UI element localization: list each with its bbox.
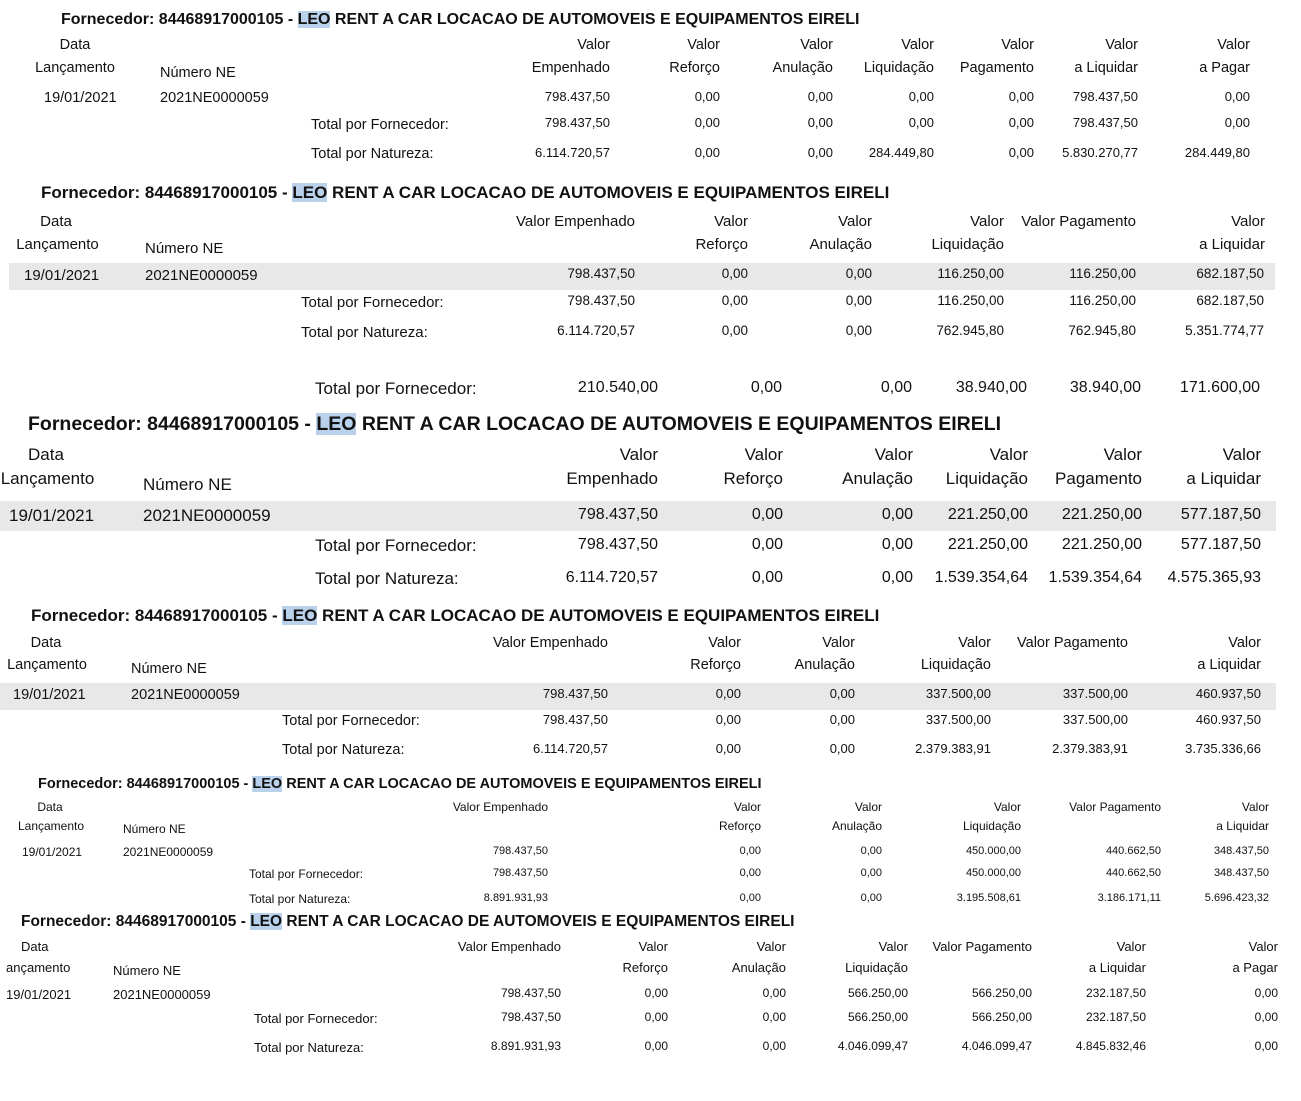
total-natureza-empenhado: 6.114.720,57: [533, 741, 608, 756]
total-natureza-liquidacao: 4.046.099,47: [837, 1039, 908, 1053]
total-fornecedor-a-liquidar: 460.937,50: [1195, 712, 1261, 727]
total-fornecedor-liquidacao: 0,00: [908, 115, 934, 130]
entry-a-liquidar: 232.187,50: [1085, 986, 1146, 1000]
supplier-suffix: RENT A CAR LOCACAO DE AUTOMOVEIS E EQUIPAMENTOS EIRELI: [317, 606, 880, 625]
header-valor: Valor: [838, 213, 872, 230]
total-natureza-empenhado: 6.114.720,57: [565, 569, 658, 586]
supplier-suffix: RENT A CAR LOCACAO DE AUTOMOVEIS E EQUIPAMENTOS EIRELI: [356, 413, 1002, 435]
entry-anulacao: 0,00: [807, 89, 833, 104]
total-natureza-anulacao: 0,00: [845, 323, 872, 338]
header-numero-ne: Número NE: [131, 661, 207, 677]
header-empenhado: Empenhado: [566, 469, 658, 488]
total-natureza-anulacao: 0,00: [762, 1039, 786, 1053]
supplier-prefix: Fornecedor: 84468917000105 -: [28, 413, 317, 435]
header-valor-pagamento: Valor Pagamento: [1069, 800, 1161, 814]
header-valor: Valor: [714, 213, 748, 230]
header-reforco: Reforço: [669, 60, 720, 76]
total-natureza-empenhado: 8.891.931,93: [490, 1039, 561, 1053]
header-valor: Valor: [577, 37, 610, 53]
header-valor: Valor: [687, 37, 720, 53]
total-natureza-label: Total por Natureza:: [249, 892, 351, 906]
total-natureza-a-pagar: 0,00: [1254, 1039, 1278, 1053]
header-lancamento: Lançamento: [16, 236, 99, 253]
supplier-title: [21, 913, 794, 930]
total-natureza-pagamento: 0,00: [1008, 145, 1034, 160]
header-valor: Valor: [1105, 37, 1138, 53]
total-natureza-liquidacao: 3.195.508,61: [956, 892, 1021, 904]
supplier-suffix: RENT A CAR LOCACAO DE AUTOMOVEIS E EQUIPAMENTOS EIRELI: [330, 11, 860, 28]
supplier-prefix: Fornecedor: 84468917000105 -: [41, 183, 293, 202]
header-valor: Valor: [878, 939, 908, 954]
supplier-title: [38, 777, 762, 793]
entry-reforco: 0,00: [644, 986, 668, 1000]
entry-ne: 2021NE0000059: [123, 845, 214, 859]
header-numero-ne: Número NE: [145, 240, 224, 257]
total-natureza-anulacao: 0,00: [881, 569, 913, 586]
header-data: Data: [30, 635, 62, 651]
header-valor: Valor: [1248, 939, 1278, 954]
header-valor: Valor: [1001, 37, 1034, 53]
total-natureza-a-liquidar: 5.351.774,77: [1185, 323, 1264, 338]
header-numero-ne: Número NE: [113, 963, 181, 978]
header-valor-empenhado: Valor Empenhado: [457, 939, 561, 954]
header-valor-empenhado: Valor Empenhado: [492, 635, 608, 651]
entry-a-pagar: 0,00: [1254, 986, 1278, 1000]
header-data: Data: [59, 37, 91, 53]
header-a-liquidar: a Liquidar: [1197, 657, 1261, 673]
header-valor: Valor: [708, 635, 741, 651]
entry-pagamento: 116.250,00: [1069, 266, 1136, 281]
header-valor: Valor: [901, 37, 934, 53]
total-fornecedor-liquidacao: 450.000,00: [965, 867, 1021, 879]
total-fornecedor-anulacao: 0,00: [762, 1010, 786, 1024]
total-fornecedor-empenhado: 798.437,50: [492, 867, 548, 879]
entry-date: 19/01/2021: [9, 506, 95, 525]
total-fornecedor-liquidacao: 221.250,00: [947, 536, 1028, 553]
header-data: Data: [37, 800, 63, 814]
total-fornecedor-pagamento: 440.662,50: [1105, 867, 1161, 879]
header-a-pagar: a Pagar: [1199, 60, 1250, 76]
total-fornecedor-liquidacao: 337.500,00: [925, 712, 991, 727]
header-numero-ne: Número NE: [123, 822, 186, 836]
total-fornecedor-anulacao: 0,00: [880, 379, 912, 396]
supplier-prefix: Fornecedor: 84468917000105 -: [21, 913, 251, 930]
entry-a-liquidar: 798.437,50: [1072, 89, 1138, 104]
header-anulacao: Anulação: [842, 469, 913, 488]
entry-date: 19/01/2021: [24, 267, 100, 284]
total-natureza-pagamento: 762.945,80: [1068, 323, 1136, 338]
entry-empenhado: 798.437,50: [567, 266, 635, 281]
header-valor-empenhado: Valor Empenhado: [516, 213, 635, 230]
total-fornecedor-empenhado: 210.540,00: [577, 379, 658, 396]
total-natureza-empenhado: 6.114.720,57: [535, 145, 610, 160]
total-fornecedor-anulacao: 0,00: [829, 712, 855, 727]
total-natureza-anulacao: 0,00: [807, 145, 833, 160]
supplier-suffix: RENT A CAR LOCACAO DE AUTOMOVEIS E EQUIPAMENTOS EIRELI: [282, 776, 762, 792]
total-natureza-pagamento: 4.046.099,47: [961, 1039, 1032, 1053]
header-data: Data: [40, 213, 72, 230]
header-anulacao: Anulação: [731, 960, 786, 975]
total-natureza-reforco: 0,00: [739, 892, 761, 904]
total-natureza-liquidacao: 1.539.354,64: [934, 569, 1028, 586]
supplier-prefix: Fornecedor: 84468917000105 -: [61, 11, 298, 28]
entry-anulacao: 0,00: [762, 986, 786, 1000]
entry-pagamento: 440.662,50: [1105, 845, 1161, 857]
total-fornecedor-label: Total por Fornecedor:: [254, 1011, 378, 1026]
total-fornecedor-reforco: 0,00: [694, 115, 720, 130]
header-liquidacao: Liquidação: [962, 819, 1021, 833]
total-natureza-liquidacao: 284.449,80: [868, 145, 934, 160]
total-fornecedor-liquidacao: 566.250,00: [847, 1010, 908, 1024]
header-valor: Valor: [733, 800, 761, 814]
total-natureza-reforco: 0,00: [751, 569, 783, 586]
entry-anulacao: 0,00: [829, 686, 855, 701]
total-fornecedor-reforco: 0,00: [715, 712, 741, 727]
header-reforco: Reforço: [718, 819, 761, 833]
total-fornecedor-a-pagar: 0,00: [1254, 1010, 1278, 1024]
total-fornecedor-pagamento: 116.250,00: [1069, 293, 1136, 308]
total-fornecedor-a-liquidar: 348.437,50: [1213, 867, 1269, 879]
entry-empenhado: 798.437,50: [577, 506, 658, 523]
supplier-title: [28, 414, 1001, 435]
header-valor-pagamento: Valor Pagamento: [932, 939, 1032, 954]
header-liquidacao: Liquidação: [931, 236, 1004, 253]
total-fornecedor-anulacao: 0,00: [807, 115, 833, 130]
total-fornecedor-anulacao: 0,00: [881, 536, 913, 553]
entry-ne: 2021NE0000059: [160, 90, 269, 106]
supplier-highlight: LEO: [282, 606, 318, 625]
header-numero-ne: Número NE: [160, 65, 236, 81]
supplier-highlight: LEO: [252, 776, 283, 792]
entry-empenhado: 798.437,50: [500, 986, 561, 1000]
header-anulacao: Anulação: [772, 60, 833, 76]
header-anulacao: Anulação: [794, 657, 855, 673]
supplier-highlight: LEO: [250, 913, 283, 930]
header-valor: Valor: [989, 445, 1028, 464]
entry-ne: 2021NE0000059: [113, 987, 211, 1002]
header-lancamento: ançamento: [6, 960, 71, 975]
supplier-highlight: LEO: [292, 183, 328, 202]
entry-empenhado: 798.437,50: [492, 845, 548, 857]
total-fornecedor-empenhado: 798.437,50: [500, 1010, 561, 1024]
entry-date: 19/01/2021: [13, 687, 86, 703]
entry-a-pagar: 0,00: [1224, 89, 1250, 104]
total-fornecedor-anulacao: 0,00: [845, 293, 872, 308]
header-valor: Valor: [822, 635, 855, 651]
supplier-suffix: RENT A CAR LOCACAO DE AUTOMOVEIS E EQUIPAMENTOS EIRELI: [327, 183, 890, 202]
total-natureza-reforco: 0,00: [715, 741, 741, 756]
header-a-liquidar: a Liquidar: [1216, 819, 1269, 833]
header-a-liquidar: a Liquidar: [1186, 469, 1261, 488]
header-valor: Valor: [1241, 800, 1269, 814]
total-natureza-empenhado: 6.114.720,57: [557, 323, 635, 338]
entry-anulacao: 0,00: [881, 506, 913, 523]
total-fornecedor-label: Total por Fornecedor:: [315, 379, 477, 398]
supplier-prefix: Fornecedor: 84468917000105 -: [31, 606, 283, 625]
supplier-suffix: RENT A CAR LOCACAO DE AUTOMOVEIS E EQUIPAMENTOS EIRELI: [282, 913, 795, 930]
total-natureza-liquidacao: 2.379.383,91: [915, 741, 991, 756]
entry-reforco: 0,00: [694, 89, 720, 104]
total-fornecedor-liquidacao: 116.250,00: [937, 293, 1004, 308]
entry-pagamento: 0,00: [1008, 89, 1034, 104]
total-natureza-empenhado: 8.891.931,93: [483, 892, 548, 904]
entry-reforco: 0,00: [739, 845, 761, 857]
header-liquidacao: Liquidação: [845, 960, 908, 975]
header-valor: Valor: [1231, 213, 1265, 230]
entry-liquidacao: 221.250,00: [947, 506, 1028, 523]
total-fornecedor-a-liquidar: 232.187,50: [1085, 1010, 1146, 1024]
header-pagamento: Pagamento: [1055, 469, 1142, 488]
total-natureza-reforco: 0,00: [721, 323, 748, 338]
total-natureza-anulacao: 0,00: [860, 892, 882, 904]
header-valor: Valor: [619, 445, 658, 464]
total-fornecedor-pagamento: 221.250,00: [1061, 536, 1142, 553]
total-natureza-label: Total por Natureza:: [301, 324, 428, 341]
total-fornecedor-label: Total por Fornecedor:: [301, 294, 444, 311]
total-natureza-a-liquidar: 3.735.336,66: [1185, 741, 1261, 756]
header-reforco: Reforço: [622, 960, 668, 975]
entry-date: 19/01/2021: [22, 845, 83, 859]
header-a-liquidar: a Liquidar: [1074, 60, 1138, 76]
header-valor: Valor: [874, 445, 913, 464]
total-natureza-label: Total por Natureza:: [315, 569, 459, 588]
total-natureza-a-liquidar: 4.845.832,46: [1075, 1039, 1146, 1053]
total-fornecedor-reforco: 0,00: [721, 293, 748, 308]
supplier-prefix: Fornecedor: 84468917000105 -: [38, 776, 253, 792]
header-valor: Valor: [1228, 635, 1261, 651]
total-natureza-anulacao: 0,00: [829, 741, 855, 756]
header-valor: Valor: [756, 939, 786, 954]
total-fornecedor-pagamento: 38.940,00: [1069, 379, 1141, 396]
entry-liquidacao: 116.250,00: [937, 266, 1004, 281]
total-fornecedor-a-pagar: 0,00: [1224, 115, 1250, 130]
total-natureza-a-liquidar: 5.830.270,77: [1062, 145, 1138, 160]
header-lancamento: Lançamento: [0, 469, 95, 488]
total-fornecedor-pagamento: 566.250,00: [971, 1010, 1032, 1024]
header-liquidacao: Liquidação: [863, 60, 934, 76]
total-fornecedor-empenhado: 798.437,50: [544, 115, 610, 130]
total-fornecedor-empenhado: 798.437,50: [577, 536, 658, 553]
header-valor-pagamento: Valor Pagamento: [1017, 635, 1128, 651]
total-natureza-pagamento: 3.186.171,11: [1097, 892, 1161, 904]
total-fornecedor-reforco: 0,00: [739, 867, 761, 879]
supplier-highlight: LEO: [297, 11, 331, 28]
total-natureza-reforco: 0,00: [644, 1039, 668, 1053]
header-valor: Valor: [993, 800, 1021, 814]
total-fornecedor-liquidacao: 38.940,00: [955, 379, 1027, 396]
total-natureza-label: Total por Natureza:: [282, 742, 405, 758]
total-fornecedor-empenhado: 798.437,50: [567, 293, 635, 308]
header-lancamento: Lançamento: [7, 657, 87, 673]
header-a-liquidar: a Liquidar: [1088, 960, 1146, 975]
header-data: Data: [21, 939, 49, 954]
header-valor: Valor: [744, 445, 783, 464]
total-fornecedor-label: Total por Fornecedor:: [311, 117, 449, 133]
header-valor-pagamento: Valor Pagamento: [1021, 213, 1136, 230]
total-natureza-a-liquidar: 5.696.423,32: [1204, 892, 1269, 904]
header-lancamento: Lançamento: [35, 60, 115, 76]
header-data: Data: [28, 445, 64, 464]
total-natureza-pagamento: 1.539.354,64: [1048, 569, 1142, 586]
total-fornecedor-label: Total por Fornecedor:: [249, 867, 364, 881]
total-natureza-label: Total por Natureza:: [254, 1040, 364, 1055]
entry-empenhado: 798.437,50: [542, 686, 608, 701]
entry-date: 19/01/2021: [44, 90, 117, 106]
total-fornecedor-pagamento: 0,00: [1008, 115, 1034, 130]
entry-a-liquidar: 460.937,50: [1195, 686, 1261, 701]
header-valor: Valor: [1217, 37, 1250, 53]
supplier-highlight: LEO: [316, 413, 357, 435]
total-natureza-pagamento: 2.379.383,91: [1052, 741, 1128, 756]
header-liquidacao: Liquidação: [920, 657, 991, 673]
entry-reforco: 0,00: [715, 686, 741, 701]
entry-reforco: 0,00: [751, 506, 783, 523]
header-reforco: Reforço: [695, 236, 748, 253]
header-valor: Valor: [854, 800, 882, 814]
entry-anulacao: 0,00: [845, 266, 872, 281]
header-valor: Valor: [800, 37, 833, 53]
header-pagamento: Pagamento: [959, 60, 1034, 76]
entry-ne: 2021NE0000059: [131, 687, 240, 703]
header-reforco: Reforço: [690, 657, 741, 673]
entry-ne: 2021NE0000059: [145, 267, 258, 284]
total-fornecedor-empenhado: 798.437,50: [542, 712, 608, 727]
total-fornecedor-a-liquidar: 171.600,00: [1179, 379, 1260, 396]
entry-anulacao: 0,00: [860, 845, 882, 857]
total-fornecedor-label: Total por Fornecedor:: [315, 536, 477, 555]
total-natureza-liquidacao: 762.945,80: [936, 323, 1004, 338]
entry-pagamento: 566.250,00: [971, 986, 1032, 1000]
header-valor: Valor: [638, 939, 668, 954]
total-fornecedor-a-liquidar: 682.187,50: [1196, 293, 1264, 308]
supplier-title: [31, 607, 879, 626]
supplier-title: [61, 11, 859, 29]
header-anulacao: Anulação: [809, 236, 872, 253]
total-fornecedor-reforco: 0,00: [751, 536, 783, 553]
total-fornecedor-label: Total por Fornecedor:: [282, 713, 420, 729]
header-anulacao: Anulação: [831, 819, 882, 833]
entry-pagamento: 221.250,00: [1061, 506, 1142, 523]
total-fornecedor-a-liquidar: 798.437,50: [1072, 115, 1138, 130]
entry-liquidacao: 0,00: [908, 89, 934, 104]
entry-date: 19/01/2021: [6, 987, 72, 1002]
header-a-liquidar: a Liquidar: [1199, 236, 1265, 253]
supplier-title: [41, 184, 889, 203]
total-natureza-label: Total por Natureza:: [311, 146, 434, 162]
header-valor-empenhado: Valor Empenhado: [452, 800, 548, 814]
header-valor: Valor: [970, 213, 1004, 230]
entry-a-liquidar: 577.187,50: [1180, 506, 1261, 523]
entry-a-liquidar: 348.437,50: [1213, 845, 1269, 857]
entry-pagamento: 337.500,00: [1062, 686, 1128, 701]
header-valor: Valor: [1222, 445, 1261, 464]
total-natureza-a-pagar: 284.449,80: [1184, 145, 1250, 160]
entry-a-liquidar: 682.187,50: [1196, 266, 1264, 281]
entry-liquidacao: 566.250,00: [847, 986, 908, 1000]
total-natureza-reforco: 0,00: [694, 145, 720, 160]
entry-liquidacao: 450.000,00: [965, 845, 1021, 857]
header-valor: Valor: [1103, 445, 1142, 464]
header-valor: Valor: [958, 635, 991, 651]
header-a-pagar: a Pagar: [1232, 960, 1278, 975]
total-natureza-a-liquidar: 4.575.365,93: [1167, 569, 1261, 586]
entry-reforco: 0,00: [721, 266, 748, 281]
header-lancamento: Lançamento: [17, 819, 85, 833]
total-fornecedor-reforco: 0,00: [750, 379, 782, 396]
header-reforco: Reforço: [723, 469, 783, 488]
entry-ne: 2021NE0000059: [143, 506, 271, 525]
total-fornecedor-a-liquidar: 577.187,50: [1180, 536, 1261, 553]
total-fornecedor-reforco: 0,00: [644, 1010, 668, 1024]
header-numero-ne: Número NE: [143, 475, 232, 494]
total-fornecedor-pagamento: 337.500,00: [1062, 712, 1128, 727]
header-liquidacao: Liquidação: [945, 469, 1028, 488]
header-valor: Valor: [1116, 939, 1146, 954]
total-fornecedor-anulacao: 0,00: [860, 867, 882, 879]
header-empenhado: Empenhado: [531, 60, 610, 76]
entry-empenhado: 798.437,50: [544, 89, 610, 104]
entry-liquidacao: 337.500,00: [925, 686, 991, 701]
